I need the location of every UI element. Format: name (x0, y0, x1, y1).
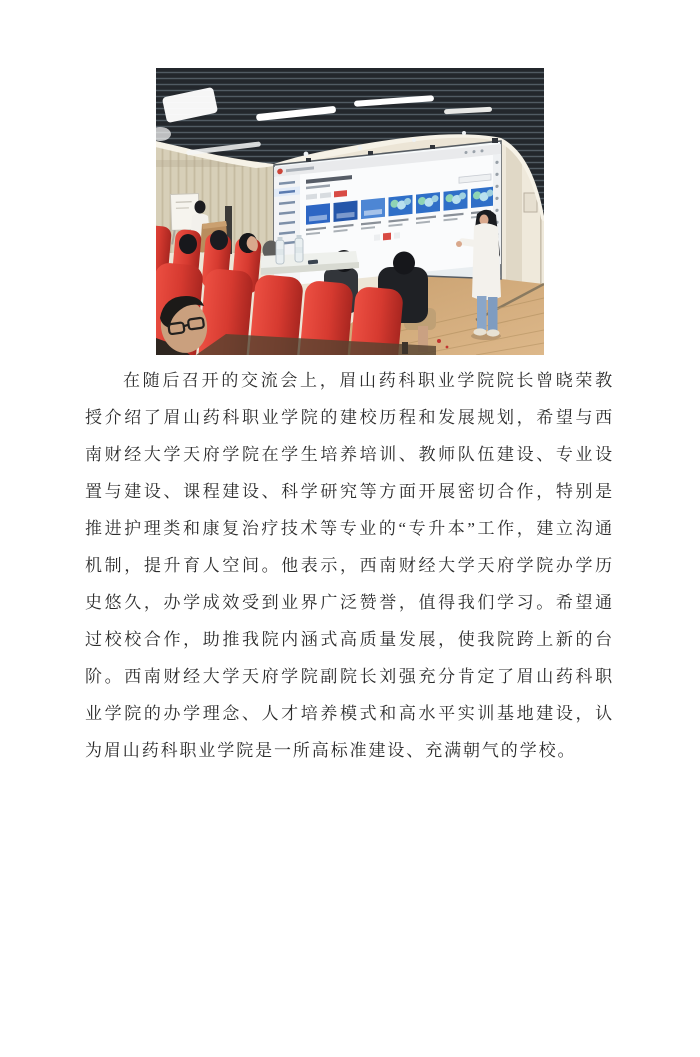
petal (437, 339, 441, 343)
document-page (0, 68, 700, 1057)
article-paragraph: 在随后召开的交流会上，眉山药科职业学院院长曾晓荣教授介绍了眉山药科职业学院的建校历程和发展规划，希望与西南财经大学天府学院在学生培养培训、教师队伍建设、专业设置与建设、课程建设、科学研究等方面开展密切合作，特别是推进护理类和康复治疗技术等专业的“专升本”工作，建立沟通机制，提升育人空间。他表示，西南财经大学天府学院办学历史悠久，办学成效受到业界广泛赞誉，值得我们学习。希望通过校校合作，助推我院内涵式高质量发展，使我院跨上新的台阶。西南财经大学天府学院副院长刘强充分肯定了眉山药科职业学院的办学理念、人才培养模式和高水平实训基地建设，认为眉山药科职业学院是一所高标准建设、充满朝气的学校。 (85, 362, 614, 769)
speaker-right-jeans (477, 296, 487, 330)
meeting-photo-canvas (156, 68, 544, 355)
electrical-panel (524, 193, 537, 212)
speaker-right-shoe (474, 328, 487, 335)
water-bottle (295, 235, 303, 262)
water-bottle (276, 237, 284, 264)
speaker-right-shoe (487, 329, 500, 336)
speaker-right-jeans (488, 297, 498, 331)
speaker-left-head (195, 201, 206, 214)
meeting-photo (156, 68, 544, 355)
speaker-right-coat (472, 223, 501, 300)
speaker-right-hand (456, 241, 462, 247)
petal (446, 346, 449, 349)
